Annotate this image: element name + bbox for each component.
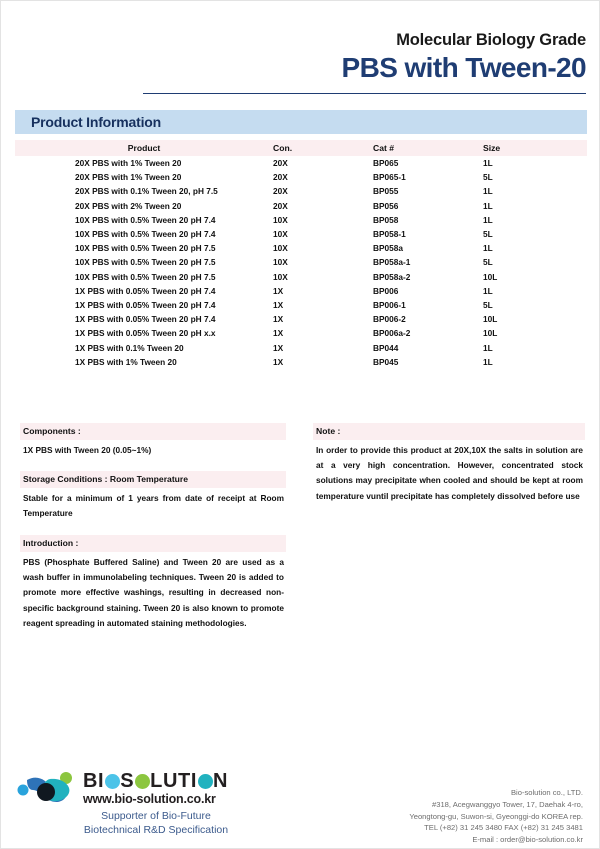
cell-product: 10X PBS with 0.5% Tween 20 pH 7.4 xyxy=(75,229,216,240)
cell-con: 20X xyxy=(273,172,288,183)
table-row xyxy=(15,213,587,227)
cell-product: 10X PBS with 0.5% Tween 20 pH 7.5 xyxy=(75,271,216,282)
cell-product: 20X PBS with 2% Tween 20 xyxy=(75,200,182,211)
page-title: PBS with Tween-20 xyxy=(341,52,586,84)
cell-size: 5L xyxy=(483,229,493,240)
table-row xyxy=(15,326,587,340)
column-header-con: Con. xyxy=(273,143,293,153)
cell-size: 1L xyxy=(483,186,493,197)
brand-wordmark xyxy=(83,771,228,791)
cell-cat: BP058a xyxy=(373,243,403,254)
table-row xyxy=(15,255,587,269)
cell-product: 10X PBS with 0.5% Tween 20 pH 7.4 xyxy=(75,214,216,225)
table-row xyxy=(15,340,587,354)
storage-heading xyxy=(20,471,286,488)
cell-cat: BP065 xyxy=(373,158,399,169)
address-line: Yeongtong-gu, Suwon-si, Gyeonggi-do KOREA rep. xyxy=(409,811,583,821)
table-row xyxy=(15,184,587,198)
footer-branding xyxy=(17,765,307,837)
cell-size: 1L xyxy=(483,158,493,169)
address-line: E-mail : order@bio-solution.co.kr xyxy=(472,835,583,845)
introduction-section xyxy=(20,535,286,631)
cell-product: 20X PBS with 0.1% Tween 20, pH 7.5 xyxy=(75,186,218,197)
biosolution-logo-icon xyxy=(17,766,79,808)
table-row xyxy=(15,241,587,255)
brand-text-2: S xyxy=(120,770,135,792)
introduction-heading: Introduction : xyxy=(20,535,286,552)
table-row xyxy=(15,298,587,312)
brand-text-1: BI xyxy=(83,770,105,792)
table-header-row xyxy=(15,140,587,156)
brand-text-3: LUTI xyxy=(150,770,197,792)
storage-heading-value: Room Temperature xyxy=(109,474,189,484)
components-section xyxy=(20,423,286,458)
table-row xyxy=(15,355,587,369)
cell-size: 1L xyxy=(483,356,493,367)
storage-body: Stable for a minimum of 1 years from date of receipt at Room Temperature xyxy=(23,492,284,519)
cell-con: 20X xyxy=(273,200,288,211)
cell-con: 20X xyxy=(273,158,288,169)
tagline-line-1: Supporter of Bio-Future xyxy=(101,810,211,822)
table-body xyxy=(15,156,587,369)
brand-url[interactable]: www.bio-solution.co.kr xyxy=(83,792,216,806)
cell-cat: BP006-1 xyxy=(373,299,406,310)
cell-con: 1X xyxy=(273,328,284,339)
cell-cat: BP044 xyxy=(373,342,399,353)
components-body: 1X PBS with Tween 20 (0.05~1%) xyxy=(23,444,152,455)
brand-tagline xyxy=(13,809,299,837)
brand-text-4: N xyxy=(213,770,229,792)
table-row xyxy=(15,312,587,326)
cell-product: 20X PBS with 1% Tween 20 xyxy=(75,172,182,183)
cell-size: 5L xyxy=(483,172,493,183)
cell-cat: BP006 xyxy=(373,285,399,296)
cell-con: 10X xyxy=(273,243,288,254)
header-subtitle: Molecular Biology Grade xyxy=(396,31,586,49)
storage-section xyxy=(20,471,286,521)
address-line: Bio-solution co., LTD. xyxy=(510,788,583,797)
cell-product: 1X PBS with 0.05% Tween 20 pH 7.4 xyxy=(75,299,216,310)
cell-cat: BP006a-2 xyxy=(373,328,411,339)
cell-con: 10X xyxy=(273,257,288,268)
table-row xyxy=(15,284,587,298)
cell-cat: BP058a-1 xyxy=(373,257,411,268)
cell-size: 1L xyxy=(483,243,493,254)
column-header-cat: Cat # xyxy=(373,143,395,153)
cell-con: 1X xyxy=(273,299,284,310)
cell-product: 20X PBS with 1% Tween 20 xyxy=(75,158,182,169)
cell-size: 10L xyxy=(483,314,498,325)
table-row xyxy=(15,156,587,170)
cell-product: 10X PBS with 0.5% Tween 20 pH 7.5 xyxy=(75,243,216,254)
brand-o-circle-2 xyxy=(135,774,150,789)
note-heading: Note : xyxy=(313,423,585,440)
brand-o-circle-3 xyxy=(198,774,213,789)
cell-product: 10X PBS with 0.5% Tween 20 pH 7.5 xyxy=(75,257,216,268)
table-row xyxy=(15,199,587,213)
cell-con: 1X xyxy=(273,314,284,325)
cell-product: 1X PBS with 0.1% Tween 20 xyxy=(75,342,184,353)
components-heading: Components : xyxy=(20,423,286,440)
note-body: In order to provide this product at 20X,10X the salts in solution are at a very high concentration. However, concentrated stock solutions may precipitate when cooled and should be kept at room temperature vuntil precipitate has completely dissolved before use xyxy=(316,444,583,501)
address-line: TEL (+82) 31 245 3480 FAX (+82) 31 245 3481 xyxy=(424,823,583,833)
table-row xyxy=(15,227,587,241)
cell-con: 1X xyxy=(273,285,284,296)
cell-size: 10L xyxy=(483,328,498,339)
section-title: Product Information xyxy=(31,114,161,130)
cell-product: 1X PBS with 1% Tween 20 xyxy=(75,356,177,367)
table-row xyxy=(15,270,587,284)
introduction-body: PBS (Phosphate Buffered Saline) and Tween 20 are used as a wash buffer in immunolabeling techniques. Tween 20 is added to promote more effective washings, resulting in decreased non-specific background staining. Tween 20 is also known to promote reagent spreading in automated staining methodologies. xyxy=(23,556,284,629)
table-row xyxy=(15,170,587,184)
brand-o-circle-1 xyxy=(105,774,120,789)
cell-con: 10X xyxy=(273,214,288,225)
product-table xyxy=(15,140,587,369)
cell-con: 10X xyxy=(273,229,288,240)
cell-product: 1X PBS with 0.05% Tween 20 pH x.x xyxy=(75,328,216,339)
cell-cat: BP045 xyxy=(373,356,399,367)
storage-heading-label: Storage Conditions : xyxy=(23,474,108,484)
cell-size: 1L xyxy=(483,200,493,211)
cell-cat: BP055 xyxy=(373,186,399,197)
cell-con: 1X xyxy=(273,342,284,353)
cell-size: 1L xyxy=(483,214,493,225)
header-divider xyxy=(143,93,586,94)
cell-cat: BP006-2 xyxy=(373,314,406,325)
note-section xyxy=(313,423,585,504)
cell-cat: BP056 xyxy=(373,200,399,211)
cell-cat: BP058a-2 xyxy=(373,271,411,282)
column-header-size: Size xyxy=(483,143,501,153)
cell-size: 5L xyxy=(483,299,493,310)
cell-con: 1X xyxy=(273,356,284,367)
column-header-product: Product xyxy=(127,143,161,153)
cell-size: 10L xyxy=(483,271,498,282)
cell-product: 1X PBS with 0.05% Tween 20 pH 7.4 xyxy=(75,285,216,296)
cell-con: 10X xyxy=(273,271,288,282)
footer-address xyxy=(343,787,583,846)
document-header xyxy=(1,31,586,84)
cell-cat: BP058-1 xyxy=(373,229,406,240)
cell-product: 1X PBS with 0.05% Tween 20 pH 7.4 xyxy=(75,314,216,325)
address-line: #318, Acegwanggyo Tower, 17, Daehak 4-ro, xyxy=(432,799,583,809)
cell-cat: BP065-1 xyxy=(373,172,406,183)
cell-size: 5L xyxy=(483,257,493,268)
cell-cat: BP058 xyxy=(373,214,399,225)
cell-size: 1L xyxy=(483,285,493,296)
tagline-line-2: Biotechnical R&D Specification xyxy=(83,824,229,837)
cell-size: 1L xyxy=(483,342,493,353)
section-header-product-information xyxy=(15,110,587,134)
cell-con: 20X xyxy=(273,186,288,197)
